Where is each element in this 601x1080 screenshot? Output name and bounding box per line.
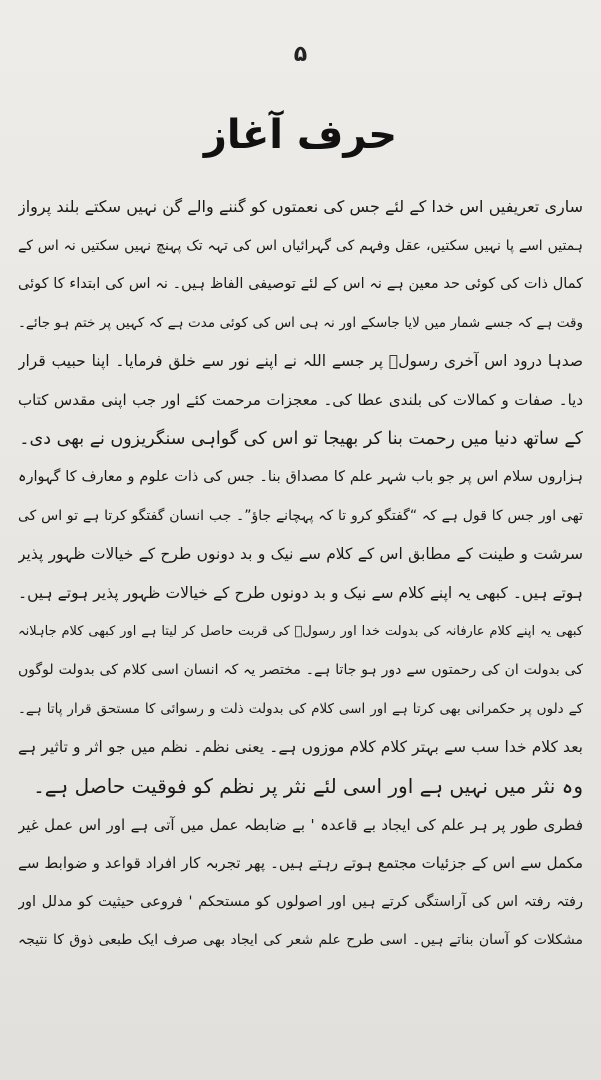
text-line: کے دلوں پر حکمرانی بھی کرتا ہے اور اسی کلام کی بدولت ذلت و رسوائی کا مستحق قرار پاتا ہے۔ <box>18 700 583 717</box>
text-line: کے ساتھ دنیا میں رحمت بنا کر بھیجا تو اس کی گواہی سنگریزوں نے بھی دی۔ <box>19 428 583 449</box>
text-line: ہمتیں اسے پا نہیں سکتیں، عقل وفہم کی گہرائیاں اس کی تہہ تک پہنچ نہیں سکتیں نہ اس کے <box>18 237 583 254</box>
text-line: تھی اور جس کا قول ہے کہ “گفتگو کرو تا کہ پہچانے جاؤ”۔ جب انسان گفتگو کرتا ہے تو اس کی <box>18 507 583 524</box>
text-line: صدہا درود اس آخری رسولؐ پر جسے اللہ نے اپنے نور سے خلق فرمایا۔ اپنا حبیب قرار <box>18 352 583 371</box>
text-line: رفتہ رفتہ اس کی آراستگی کرتے ہیں اور اصولوں کو مستحکم ' فروعی حیثیت کو مدلل اور <box>18 893 583 910</box>
text-line: سرشت و طینت کے مطابق اس کے کلام سے نیک و بد دونوں طرح کے خیالات ظہور پذیر <box>18 545 583 564</box>
text-line: ساری تعریفیں اس خدا کے لئے جس کی نعمتوں کو گننے والے گن نہیں سکتے بلند پرواز <box>18 197 583 216</box>
text-line: بعد کلام خدا سب سے بہتر کلام کلام موزوں ہے۔ یعنی نظم۔ نظم میں جو اثر و تاثیر ہے <box>18 738 583 757</box>
text-line: فطری طور پر ہر علم کی ایجاد بے قاعدہ ' بے ضابطہ عمل میں آتی ہے اور اس عمل غیر <box>18 815 583 834</box>
text-line: وہ نثر میں نہیں ہے اور اسی لئے نثر پر نظم کو فوقیت حاصل ہے۔ <box>33 773 583 798</box>
text-line: وقت ہے کہ جسے شمار میں لایا جاسکے اور نہ ہی اس کی کوئی مدت ہے کہ کہیں پر ختم ہو جائے۔ <box>18 314 583 331</box>
text-line: کبھی یہ اپنے کلام عارفانہ کی بدولت خدا اور رسولؐ کی قربت حاصل کر لیتا ہے اور کبھی کلام جاہلانہ <box>18 623 583 639</box>
text-line: مشکلات کو آسان بناتے ہیں۔ اسی طرح علم شعر کی ایجاد بھی صرف ایک طبعی ذوق کا نتیجہ <box>18 932 583 949</box>
text-line: مکمل سے اس کے جزئیات مجتمع ہوتے رہتے ہیں۔ پھر تجربہ کار افراد قواعد و ضوابط سے <box>18 854 583 873</box>
page-number: ۵ <box>293 42 308 67</box>
text-line: ہزاروں سلام اس پر جو باب شہر علم کا مصداق بنا۔ جس کی ذات علوم و معارف کا گہوارہ <box>18 469 583 486</box>
text-line: کمال ذات کی کوئی حد معین ہے نہ اس کے لئے توصیفی الفاظ ہیں۔ نہ اس کی ابتداء کا کوئی <box>18 276 583 293</box>
text-line: دیا۔ صفات و کمالات کی بلندی عطا کی۔ معجزات مرحمت کئے اور جب اپنی مقدس کتاب <box>18 390 583 409</box>
text-line: کی بدولت ان کی رحمتوں سے دور ہو جاتا ہے۔ مختصر یہ کہ انسان اسی کلام کی بدولت لوگوں <box>18 662 583 679</box>
text-line: ہوتے ہیں۔ کبھی یہ اپنے کلام سے نیک و بد دونوں طرح کے خیالات ظہور پذیر ہوتے ہیں۔ <box>18 583 583 602</box>
body-text <box>18 188 583 960</box>
chapter-title: حرف آغاز <box>203 112 398 158</box>
